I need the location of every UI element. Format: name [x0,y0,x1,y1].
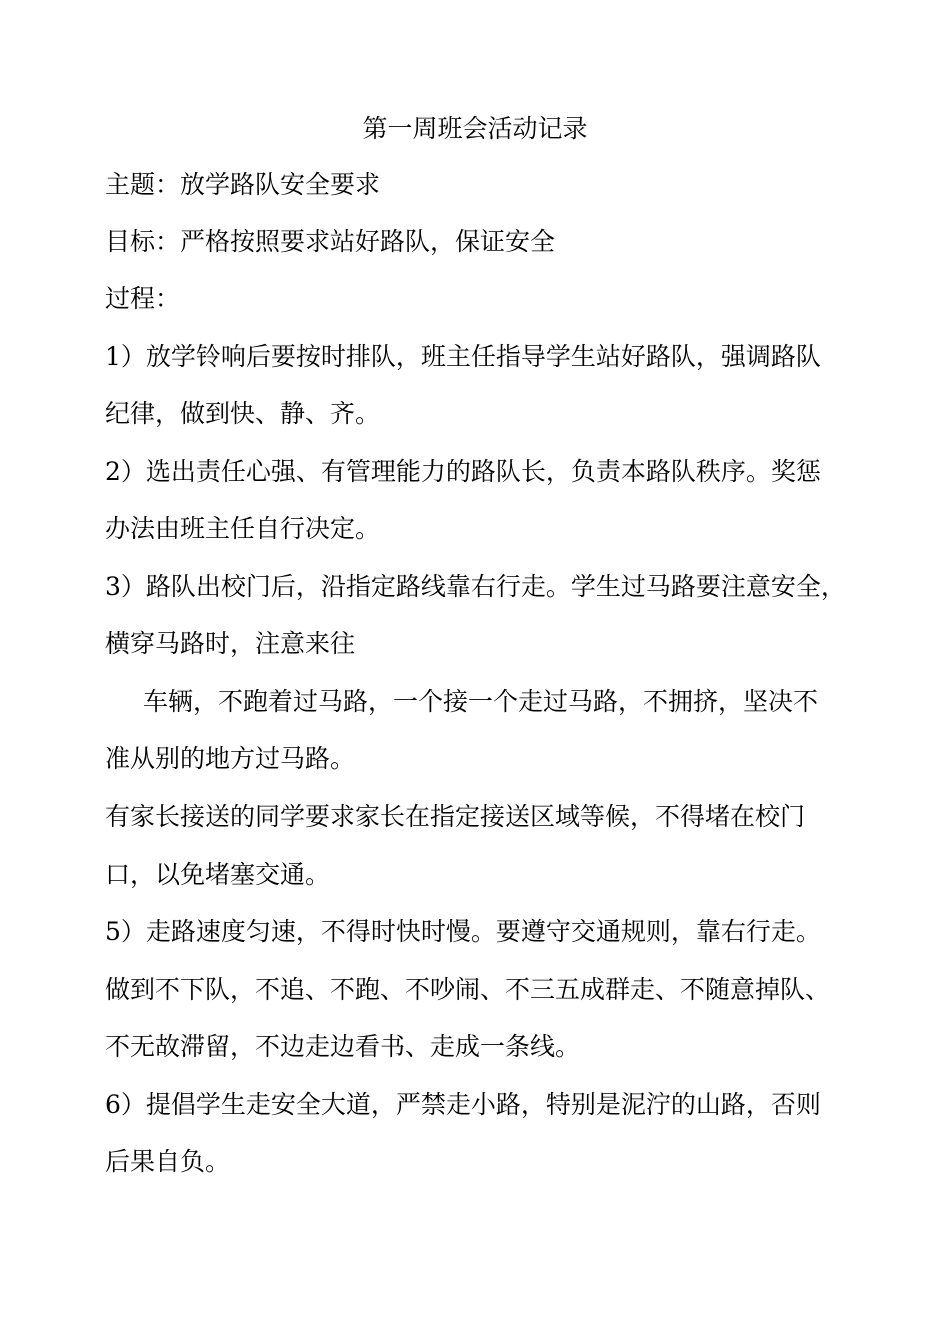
item-4-line-1: 有家长接送的同学要求家长在指定接送区域等候，不得堵在校门 [105,802,806,831]
item-2-line-1: 2）选出责任心强、有管理能力的路队长，负责本路队秩序。奖惩 [105,457,821,486]
item-1-line-2: 纪律，做到快、静、齐。 [105,399,381,428]
item-5-line-3: 不无故滞留，不边走边看书、走成一条线。 [105,1032,581,1061]
item-3-line-2: 横穿马路时，注意来往 [105,629,356,658]
process-heading: 过程： [105,284,181,313]
goal-line: 目标：严格按照要求站好路队，保证安全 [105,227,556,256]
item-5-line-2: 做到不下队，不追、不跑、不吵闹、不三五成群走、不随意掉队、 [105,975,831,1004]
item-6-line-2: 后果自负。 [105,1147,231,1176]
item-3-line-1: 3）路队出校门后，沿指定路线靠右行走。学生过马路要注意安全， [105,572,846,601]
topic-line: 主题：放学路队安全要求 [105,170,381,199]
item-3-line-3: 车辆，不跑着过马路，一个接一个走过马路，不拥挤，坚决不 [143,687,819,716]
item-5-line-1: 5）走路速度匀速，不得时快时慢。要遵守交通规则，靠右行走。 [105,917,821,946]
document-title: 第一周班会活动记录 [362,114,588,143]
item-3-line-4: 准从别的地方过马路。 [105,744,356,773]
item-4-line-2: 口，以免堵塞交通。 [105,860,331,889]
item-6-line-1: 6）提倡学生走安全大道，严禁走小路，特别是泥泞的山路，否则 [105,1090,821,1119]
item-1-line-1: 1）放学铃响后要按时排队，班主任指导学生站好路队，强调路队 [105,342,821,371]
item-2-line-2: 办法由班主任自行决定。 [105,514,381,543]
